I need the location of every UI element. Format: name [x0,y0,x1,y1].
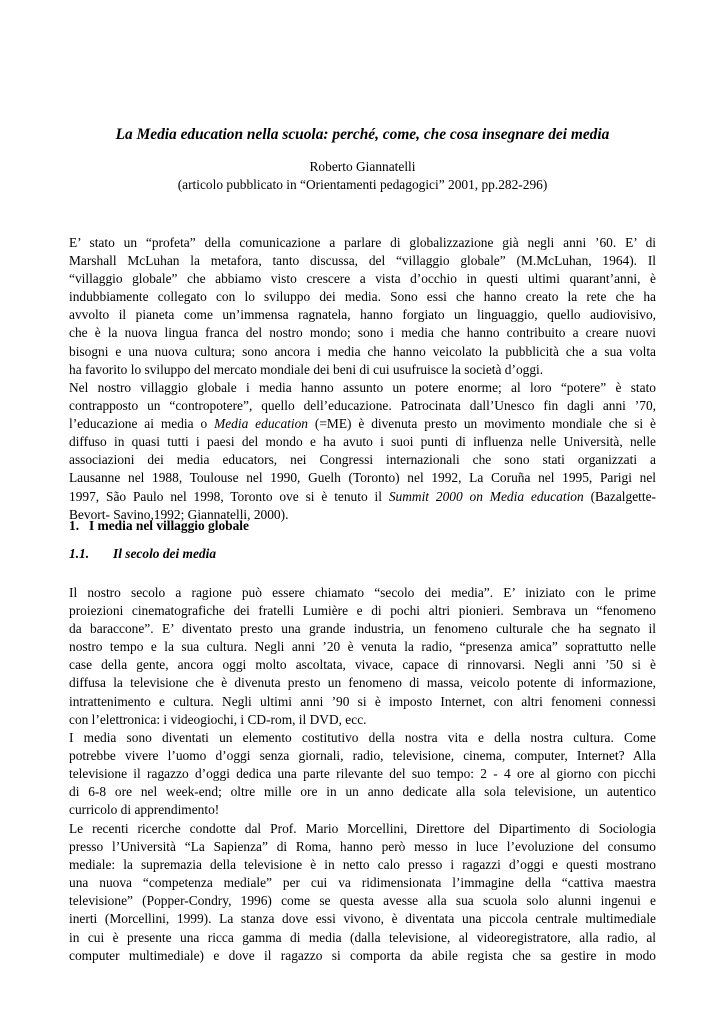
publication-source: (articolo pubblicato in “Orientamenti pedagogici” 2001, pp.282-296) [177,177,548,192]
summit-title: Summit 2000 on Media education [388,488,584,504]
text-line: E’ stato un “profeta” della comunicazione a parlare di globalizzazione già negli anni ’60. E’ di [69,235,656,250]
text-line: Nel nostro villaggio globale i media hanno assunto un potere enorme; al loro “potere” è stato [69,380,656,395]
text-line: bisogni e una nuova cultura; sono ancora i media che hanno veicolato la pubblicità che a sua volta [69,343,656,359]
text-line: case della gente, ancora oggi molto ascoltata, vivace, capace di rinnovarsi. Negli anni ’50 si è [69,657,656,673]
text-line: potrebbe vivere l’uomo d’oggi senza giornali, radio, televisione, cinema, computer, Internet? Alla [69,748,656,764]
section-number: 1. [69,518,80,533]
text-line: Il nostro secolo a ragione può essere chiamato “secolo dei media”. E’ iniziato con le prime [69,585,656,600]
text-line: I media sono diventati un elemento costitutivo della nostra vita e della nostra cultura. Come [69,730,656,745]
text-line: proiezioni cinematografiche dei fratelli Lumière e di pochi altri pionieri. Sembrava un “fenomeno [69,603,656,619]
text-line: ha favorito lo sviluppo del mercato mondiale dei beni di cui usufruisce la società d’oggi. [69,361,544,377]
text-line: Le recenti ricerche condotte dal Prof. Mario Morcellini, Direttore del Dipartimento di Sociologia [69,821,656,836]
text-line: di 6-8 ore nel week-end; oltre mille ore in un anno dedicate alla sola televisione, un autentico [69,784,656,800]
text-line: con l’elettronica: i videogiochi, i CD-rom, il DVD, ecc. [69,711,367,727]
text-run: (Bazalgette- [583,488,656,504]
text-line [69,415,656,433]
text-line: nostro tempo e la sua cultura. Negli anni ’20 è venuta la radio, “presenza amica” soprattutto nelle [69,639,656,655]
text-line: avvolto il pianeta come un’immensa ragnatela, hanno forgiato un linguaggio, quello audiovisivo, [69,307,656,323]
text-line: da baraccone”. E’ diventato presto una grande industria, un fenomeno culturale che ha segnato il [69,621,656,637]
subsection-title: Il secolo dei media [113,546,217,561]
subsection-heading-1-1 [69,546,216,562]
text-line: televisione” (Popper-Condry, 1996) come se questa avesse alla sua scuola solo alunni ingenui e [69,893,656,909]
intro-paragraph-1 [69,234,656,379]
body-paragraph-3 [69,820,656,965]
body-paragraph-1 [69,584,656,729]
subsection-number: 1.1. [69,546,90,561]
text-line: computer multimediale) e dove il ragazzo si comporta da abile regista che sa gestire in modo [69,947,656,963]
text-line: una nuova “competenza mediale” per cui va ridimensionata l’immagine della “cattiva maestra [69,875,656,891]
text-line: Lausanne nel 1988, Toulouse nel 1990, Guelh (Toronto) nel 1992, La Coruña nel 1995, Parigi nel [69,470,656,486]
text-run: l’educazione ai media o [69,416,215,432]
text-line: presso l’Università “La Sapienza” di Roma, hanno però messo in luce l’evoluzione del consumo [69,839,656,855]
text-run: 1997, São Paulo nel 1998, Toronto ove si è tenuto il [69,488,389,504]
text-line: Marshall McLuhan la metafora, tanto discussa, del “villaggio globale” (M.McLuhan, 1964). Il [69,253,656,269]
intro-paragraph-2 [69,379,656,524]
body-paragraph-2 [69,729,656,819]
author-block [69,158,656,194]
author-name: Roberto Giannatelli [309,159,416,174]
media-education-term: Media education [214,416,308,432]
section-heading-1 [69,518,249,534]
text-line: mediale: la supremazia della televisione è in netto calo presso i ragazzi d’oggi e questi mostrano [69,857,656,873]
text-line: contrapposto un “contropotere”, quello dell’educazione. Patrocinata dall’Unesco fin dagli anni ’70, [69,398,656,414]
text-line: in cui è presente una ricca gamma di media (dalla televisione, al videoregistratore, alla radio, al [69,929,656,945]
text-line: inerti (Morcellini, 1999). La stanza dove essi vivono, è diventata una piccola centrale multimediale [69,911,656,927]
section-title: I media nel villaggio globale [89,518,249,533]
text-line: indubbiamente collegato con lo sviluppo dei media. Sono essi che hanno creato la rete che ha [69,289,656,305]
text-line: diffuso in quasi tutti i paesi del mondo e ha avuto i suoi punti di influenza nelle Università, nelle [69,434,656,450]
text-line: associazioni dei media educators, nei Congressi internazionali che sono stati organizzati a [69,452,656,468]
text-line: “villaggio globale” che abbiamo visto crescere a vista d’occhio in questi ultimi quarant’anni, è [69,271,656,287]
text-line: Bevort- Savino,1992; Giannatelli, 2000). [69,506,289,522]
text-run: (=ME) è divenuta presto un movimento mondiale che si è [308,416,656,432]
text-line: intrattenimento e cultura. Negli ultimi anni ’90 si è imposto Internet, con altri fenomeni connessi [69,693,656,709]
text-line [69,488,656,506]
document-title: La Media education nella scuola: perché, come, che cosa insegnare dei media [115,126,610,143]
text-line: televisione il ragazzo d’oggi dedica una parte rilevante del suo tempo: 2 - 4 ore al giorno con picchi [69,766,656,782]
text-line: curricolo di apprendimento! [69,802,220,818]
text-line: diffusa la televisione che è divenuta presto un fenomeno di massa, veicolo potente di informazione, [69,675,656,691]
text-line: che è la nuova lingua franca del nostro mondo; sono i media che hanno contribuito a creare nuovi [69,325,656,341]
